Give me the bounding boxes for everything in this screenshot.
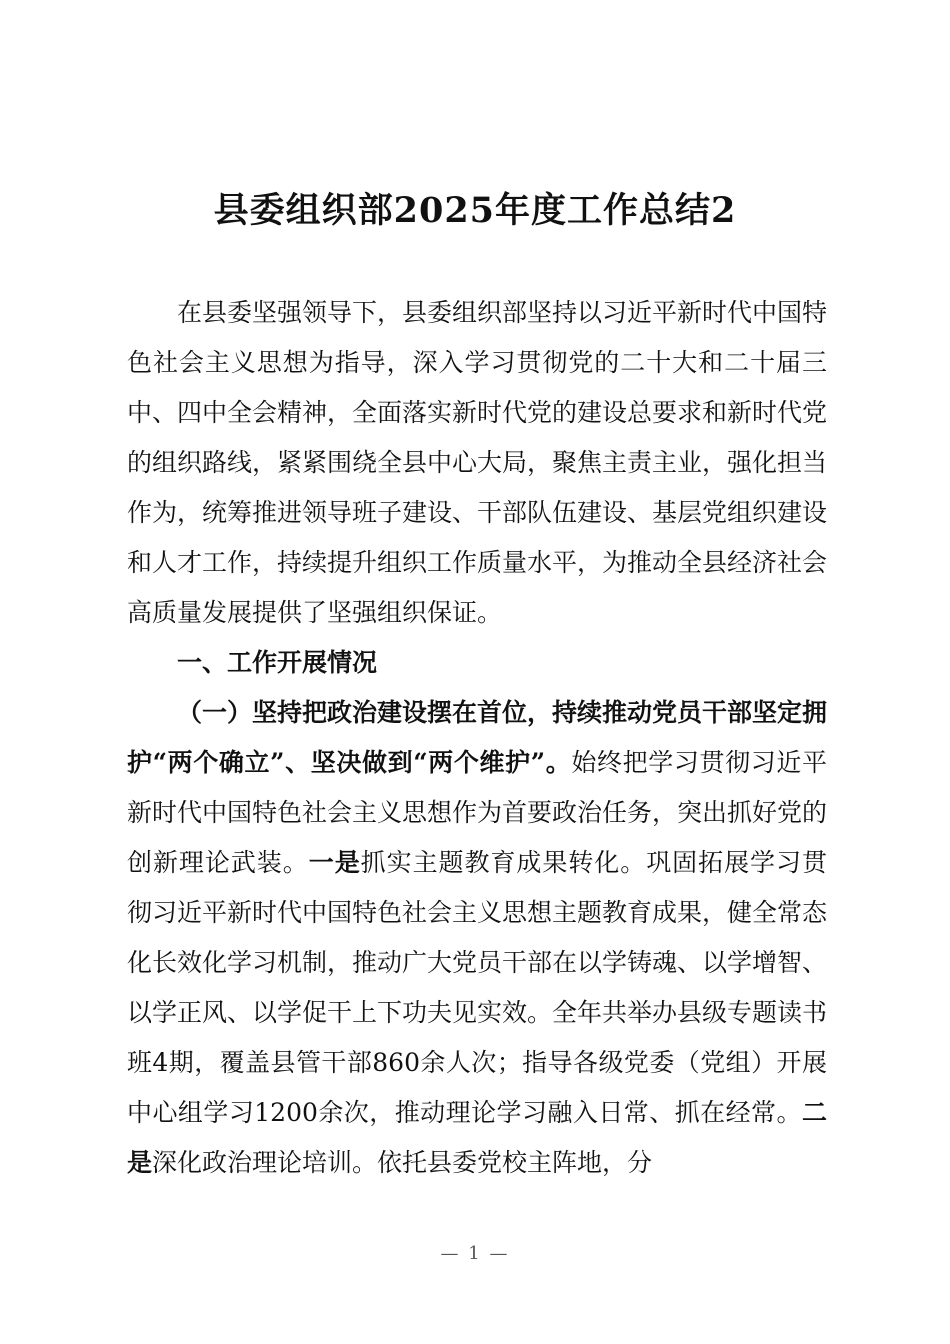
document-body (127, 288, 827, 1188)
first-point-text: 抓实主题教育成果转化。巩固拓展学习贯彻习近平新时代中国特色社会主义思想主题教育成果，健全常态化长效化学习机制，推动广大党员干部在以学铸魂、以学增智、以学正风、以学促干上下功夫见实效。全年共举办县级专题读书班4期，覆盖县管干部860余人次；指导各级党委（党组）开展中心组学习1200余次，推动理论学习融入日常、抓在经常。 (127, 848, 828, 1127)
subsection-paragraph (127, 688, 827, 1188)
list-marker-first: 一是 (308, 848, 361, 877)
subsection-text: 始终把学习贯彻习近平新时代中国特色社会主义思想作为首要政治任务，突出抓好党的创新理论武装。 (127, 748, 828, 877)
subsection-heading: （一）坚持把政治建设摆在首位，持续推动党员干部坚定拥护“两个确立”、坚决做到“两个维护”。 (127, 698, 828, 777)
document-title: 县委组织部2025年度工作总结2 (213, 190, 737, 231)
second-point-text: 深化政治理论培训。依托县委党校主阵地，分 (152, 1148, 653, 1177)
list-marker-second: 二是 (127, 1098, 827, 1177)
intro-paragraph: 在县委坚强领导下，县委组织部坚持以习近平新时代中国特色社会主义思想为指导，深入学习贯彻党的二十大和二十届三中、四中全会精神，全面落实新时代党的建设总要求和新时代党的组织路线，紧紧围绕全县中心大局，聚焦主责主业，强化担当作为，统筹推进领导班子建设、干部队伍建设、基层党组织建设和人才工作，持续提升组织工作质量水平，为推动全县经济社会高质量发展提供了坚强组织保证。 (127, 298, 828, 627)
section-heading: 一、工作开展情况 (177, 648, 378, 677)
page-number: — 1 — (440, 1243, 510, 1264)
